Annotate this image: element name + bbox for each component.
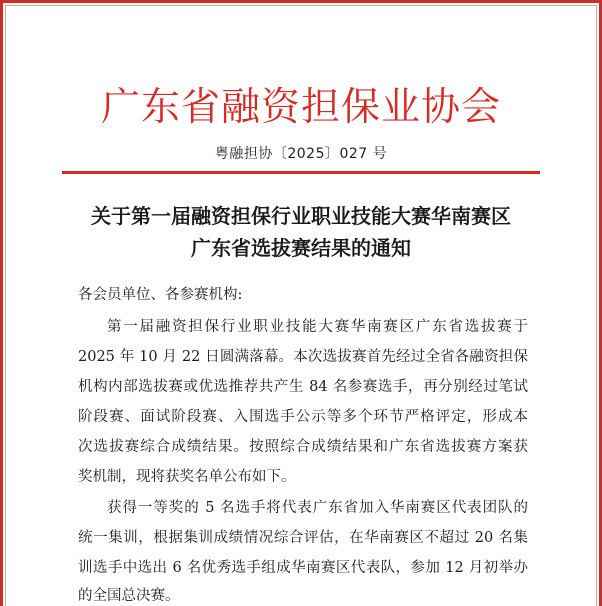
paragraph-1-line-6: 奖机制，现将获奖名单公布如下。 (78, 469, 296, 485)
notice-title-line-1: 关于第一届融资担保行业职业技能大赛华南赛区 (91, 204, 511, 228)
paragraph-1-line-4: 阶段赛、面试阶段赛、入围选手公示等多个环节严格评定，形成本 (78, 409, 528, 425)
paragraph-1-line-1: 第一届融资担保行业职业技能大赛华南赛区广东省选拔赛于 (107, 319, 528, 335)
notice-title-line-2: 广东省选拔赛结果的通知 (191, 236, 411, 260)
paragraph-2-line-4: 的全国总决赛。 (78, 588, 180, 604)
paragraph-1-line-3: 机构内部选拔赛或优选推荐共产生 84 名参赛选手，再分别经过笔试 (78, 379, 528, 395)
paragraph-2-line-2: 统一集训，根据集训成绩情况综合评估，在华南赛区不超过 20 名集 (78, 530, 528, 546)
paragraph-2-line-1: 获得一等奖的 5 名选手将代表广东省加入华南赛区代表团队的 (107, 500, 528, 516)
issuing-organization-title: 广东省融资担保业协会 (100, 85, 501, 130)
red-divider-line (62, 171, 540, 174)
addressee-line: 各会员单位、各参赛机构: (78, 287, 243, 303)
document-number: 粤融担协〔2025〕027 号 (214, 146, 388, 162)
paragraph-2-line-3: 训选手中选出 6 名优秀选手组成华南赛区代表队，参加 12 月初举办 (78, 560, 528, 576)
paragraph-1-line-2: 2025 年 10 月 22 日圆满落幕。本次选拔赛首先经过全省各融资担保 (78, 349, 528, 365)
paragraph-1-line-5: 次选拔赛综合成绩结果。按照综合成绩结果和广东省选拔赛方案获 (78, 439, 528, 455)
